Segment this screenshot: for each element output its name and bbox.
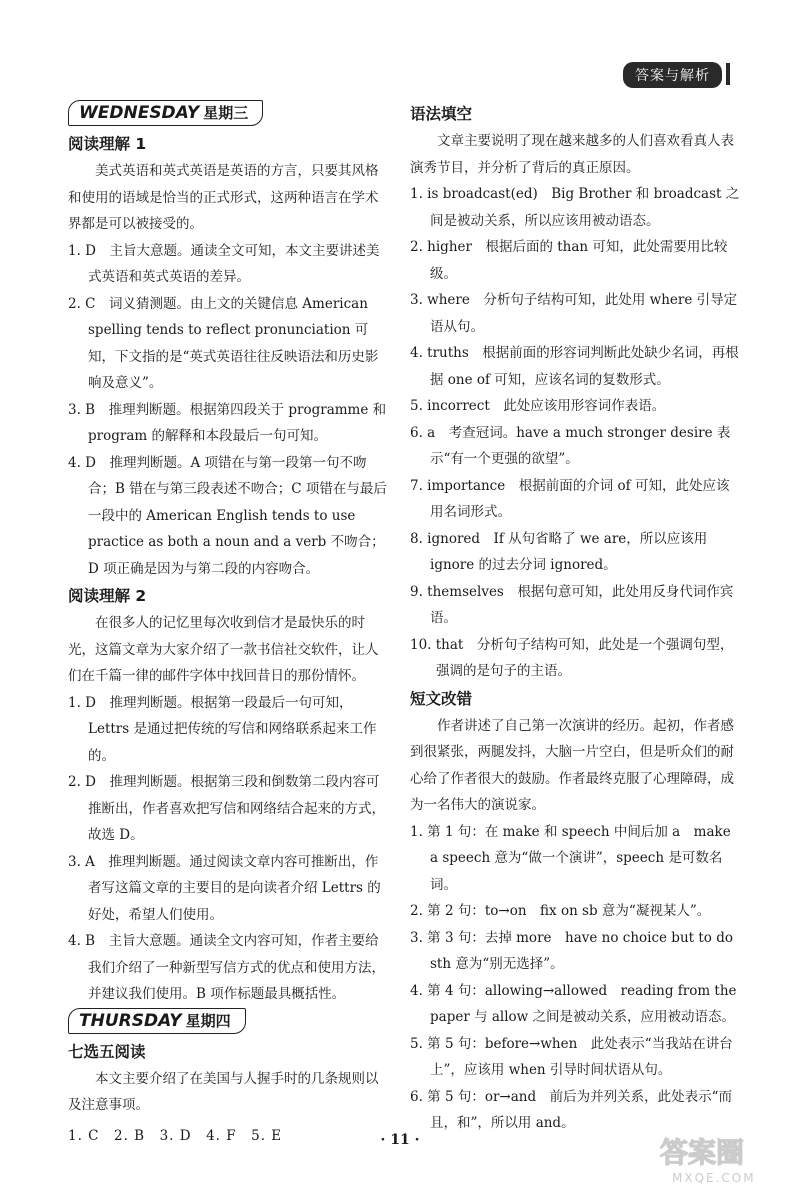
answer-item: 4. D 推理判断题。A 项错在与第一段第一句不吻合；B 错在与第三段表述不吻合；C 项错在与最后一段中的 American English tends to use practice as both a noun and a verb 不吻合；D 项正确是因为与第二段的内容吻合。 [68,454,387,577]
watermark-logo [654,1130,780,1186]
answer-item: 10. that 分析句子结构可知，此处是一个强调句型，强调的是句子的主语。 [410,636,734,679]
day-cn: 星期四 [185,1011,231,1030]
answer-item: 4. 第 4 句：allowing→allowed reading from the paper 与 allow 之间是被动关系，应用被动语态。 [410,982,737,1025]
answer-list: 1. C 2. B 3. D 4. F 5. E [68,1127,283,1144]
watermark-text: 答案圈 [660,1136,745,1169]
day-banner-thursday [68,1008,246,1034]
day-cn: 星期三 [203,104,249,122]
answer-item: 2. higher 根据后面的 than 可知，此处需要用比较级。 [410,239,728,282]
answer-item: 3. A 推理判断题。通过阅读文章内容可推断出，作者写这篇文章的主要目的是向读者介绍 Lettrs 的好处，希望人们使用。 [68,853,381,923]
section-title: 语法填空 [410,105,473,123]
answer-item: 2. 第 2 句：to→on fix on sb 意为“凝视某人”。 [410,903,711,919]
day-en: WEDNESDAY [79,103,200,123]
answer-item: 4. truths 根据前面的形容词判断此处缺少名词，再根据 one of 可知，应该名词的复数形式。 [410,345,739,388]
section-summary: 作者讲述了自己第一次演讲的经历。起初，作者感到很紧张，两腿发抖，大脑一片空白，但是听众们的耐心给了作者很大的鼓励。作者最终克服了心理障碍，成为一名伟大的演说家。 [410,717,734,813]
right-column [410,100,740,1137]
answer-item: 3. B 推理判断题。根据第四段关于 programme 和 program 的解释和本段最后一句可知。 [68,401,387,444]
answer-analysis-badge: 答案与解析 [623,62,722,88]
section-summary: 在很多人的记忆里每次收到信才是最快乐的时光，这篇文章为大家介绍了一款书信社交软件，让人们在千篇一律的邮件字体中找回昔日的那份情怀。 [68,615,379,684]
section-summary: 美式英语和英式英语是英语的方言，只要其风格和使用的语域是恰当的正式形式，这两种语言在学术界都是可以被接受的。 [68,163,379,232]
answer-item: 2. C 词义猜测题。由上文的关键信息 American spelling tends to reflect pronunciation 可知，下文指的是“英式英语往往反映语法和历史影响及意义”。 [68,295,379,391]
answer-item: 3. where 分析句子结构可知，此处用 where 引导定语从句。 [410,292,738,335]
section-summary: 本文主要介绍了在美国与人握手时的几条规则以及注意事项。 [68,1070,379,1113]
section-summary: 文章主要说明了现在越来越多的人们喜欢看真人表演秀节目，并分析了背后的真正原因。 [410,133,734,176]
answer-item: 6. a 考查冠词。have a much stronger desire 表示“有一个更强的欲望”。 [410,424,731,467]
section-title: 阅读理解 2 [68,587,147,605]
left-column [68,100,388,1149]
day-en: THURSDAY [79,1010,182,1031]
answer-item: 7. importance 根据前面的介词 of 可知，此处应该用名词形式。 [410,477,730,520]
section-title: 七选五阅读 [68,1042,146,1061]
section-title: 阅读理解 1 [68,135,147,153]
answer-item: 1. D 推理判断题。根据第一段最后一句可知，Lettrs 是通过把传统的写信和网络联系起来工作的。 [68,694,377,764]
answer-item: 9. themselves 根据句意可知，此处用反身代词作宾语。 [410,583,734,626]
answer-item: 6. 第 5 句：or→and 前后为并列关系，此处表示“而且，和”，所以用 and。 [410,1088,733,1131]
answer-item: 1. D 主旨大意题。通读全文可知，本文主要讲述美式英语和英式英语的差异。 [68,242,380,285]
answer-item: 1. 第 1 句：在 make 和 speech 中间后加 a make a speech 意为“做一个演讲”，speech 是可数名词。 [410,823,731,893]
day-banner-wednesday [68,100,263,126]
page-number: · 11 · [380,1132,420,1148]
answer-item: 3. 第 3 句：去掉 more have no choice but to do sth 意为“别无选择”。 [410,929,733,972]
answer-item: 5. 第 5 句：before→when 此处表示“当我站在讲台上”，应该用 when 引导时间状语从句。 [410,1035,733,1078]
answer-item: 8. ignored If 从句省略了 we are，所以应该用 ignore 的过去分词 ignored。 [410,530,708,573]
answer-item: 1. is broadcast(ed) Big Brother 和 broadcast 之间是被动关系，所以应该用被动语态。 [410,186,740,229]
answer-item: 4. B 主旨大意题。通读全文内容可知，作者主要给我们介绍了一种新型写信方式的优点和使用方法，并建议我们使用。B 项作标题最具概括性。 [68,933,385,1002]
header-bar [726,63,730,85]
section-title: 短文改错 [410,689,473,708]
watermark-url: MXQE.COM [672,1171,756,1185]
answer-item: 2. D 推理判断题。根据第三段和倒数第二段内容可推断出，作者喜欢把写信和网络结合起来的方式，故选 D。 [68,774,385,843]
answer-item: 5. incorrect 此处应该用形容词作表语。 [410,398,666,414]
